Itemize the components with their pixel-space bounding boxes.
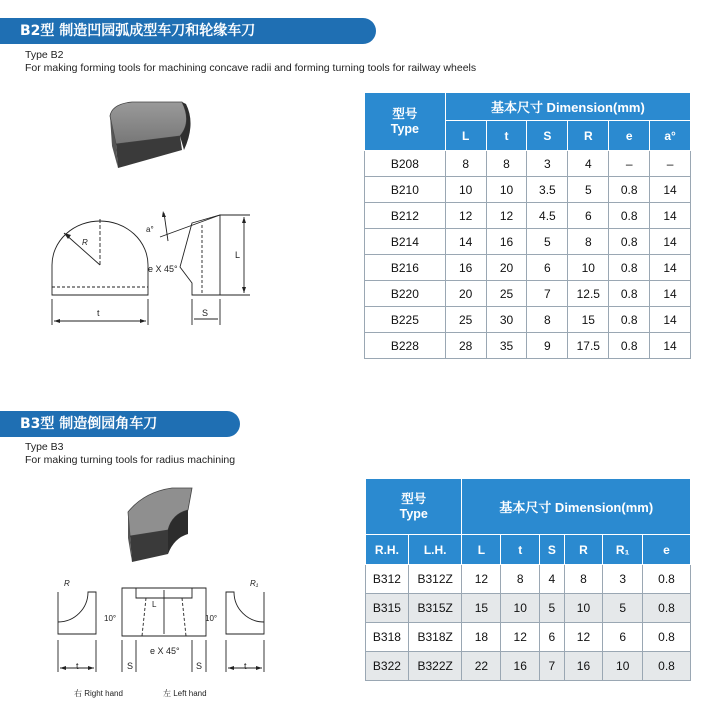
table-cell: 14 [650,229,691,255]
table-row [366,594,691,623]
table-cell: 6 [568,203,609,229]
table-row [365,307,691,333]
table-cell: 12 [462,565,501,594]
b3-banner: B3型 制造倒园角车刀 [8,411,240,437]
table-cell: 0.8 [609,333,650,359]
table-cell: 0.8 [609,203,650,229]
table-cell: 12 [486,203,527,229]
b2-col-header: e [609,121,650,151]
table-cell: – [650,151,691,177]
table-cell: 12 [501,623,540,652]
table-row [365,203,691,229]
b2-table-body [365,151,691,359]
table-cell: 7 [540,652,564,681]
table-row [365,151,691,177]
table-cell: 6 [603,623,643,652]
b2-col-header: a° [650,121,691,151]
b3-angle-left: 10° [104,614,117,623]
b2-s-label: S [202,308,209,318]
table-cell: 4 [568,151,609,177]
table-cell: 6 [527,255,568,281]
table-cell: B318Z [408,623,462,652]
b3-e-label: e X 45° [150,646,180,656]
table-cell: 0.8 [643,594,691,623]
b3-col-header: R [564,535,603,565]
table-cell: 0.8 [609,177,650,203]
table-row [366,565,691,594]
table-cell: 9 [527,333,568,359]
table-cell: 14 [650,177,691,203]
table-cell: 4.5 [527,203,568,229]
table-cell: 0.8 [609,229,650,255]
table-cell: 28 [445,333,486,359]
table-cell: 35 [486,333,527,359]
b2-a-label: a° [146,225,154,234]
table-cell: B212 [365,203,446,229]
table-cell: 3 [603,565,643,594]
b3-r-label-left: R [64,579,70,588]
table-cell: 0.8 [643,623,691,652]
table-cell: 16 [564,652,603,681]
b3-description: For making turning tools for radius machining [25,454,236,466]
table-row [365,255,691,281]
table-cell: B220 [365,281,446,307]
table-cell: 30 [486,307,527,333]
table-cell: 25 [445,307,486,333]
b3-col-header: R₁ [603,535,643,565]
b3-t-label-left: t [76,661,79,671]
table-cell: B216 [365,255,446,281]
table-cell: 14 [650,307,691,333]
b3-type-line: Type B3 [25,441,64,453]
table-cell: 0.8 [609,281,650,307]
table-cell: 8 [501,565,540,594]
table-cell: B225 [365,307,446,333]
table-cell: 10 [603,652,643,681]
table-cell: 17.5 [568,333,609,359]
table-cell: B322Z [408,652,462,681]
table-cell: 0.8 [609,307,650,333]
b3-s-label-right: S [196,661,203,671]
b3-l-label: L [152,600,157,609]
b2-type-line: Type B2 [25,49,64,61]
table-cell: 8 [486,151,527,177]
table-row [366,623,691,652]
table-cell: 14 [445,229,486,255]
table-cell: 0.8 [609,255,650,281]
b2-col-header: R [568,121,609,151]
table-cell: 5 [527,229,568,255]
b3-r1-label-right: R₁ [250,579,259,588]
table-cell: 20 [445,281,486,307]
table-cell: 10 [501,594,540,623]
b3-angle-right: 10° [205,614,218,623]
b3-col-header: e [643,535,691,565]
table-cell: 6 [540,623,564,652]
table-row [365,281,691,307]
b3-right-hand-label: 右 Right hand [74,689,123,698]
b3-dimension-header: 基本尺寸 Dimension(mm) [462,479,691,535]
table-cell: 8 [568,229,609,255]
table-cell: 14 [650,333,691,359]
b3-col-header: L.H. [408,535,462,565]
table-row [365,177,691,203]
b3-left-hand-label: 左 Left hand [163,689,207,698]
table-cell: 3.5 [527,177,568,203]
b3-t-label-right: t [244,661,247,671]
table-cell: 14 [650,255,691,281]
table-cell: 5 [540,594,564,623]
b2-banner: B2型 制造凹园弧成型车刀和轮缘车刀 [8,18,376,44]
table-cell: 0.8 [643,652,691,681]
table-cell: 18 [462,623,501,652]
table-cell: 5 [603,594,643,623]
table-cell: B312 [366,565,409,594]
table-cell: 16 [445,255,486,281]
table-cell: B322 [366,652,409,681]
b3-col-header: S [540,535,564,565]
table-cell: 10 [568,255,609,281]
b2-type-header: 型号 Type [365,93,446,151]
table-cell: – [609,151,650,177]
b3-insert-render [120,484,210,568]
table-cell: 8 [527,307,568,333]
table-row [365,229,691,255]
table-cell: 10 [445,177,486,203]
table-cell: 16 [501,652,540,681]
table-cell: 10 [486,177,527,203]
table-cell: 10 [564,594,603,623]
table-cell: 15 [462,594,501,623]
table-cell: 4 [540,565,564,594]
table-cell: 3 [527,151,568,177]
b2-e-label: e X 45° [148,264,178,274]
table-cell: B312Z [408,565,462,594]
b3-col-header: R.H. [366,535,409,565]
table-cell: 22 [462,652,501,681]
b2-t-label: t [97,308,100,318]
b2-dimension-table [364,92,691,359]
b2-description: For making forming tools for machining concave radii and forming turning tools for railway wheels [25,62,477,74]
table-cell: 0.8 [643,565,691,594]
table-row [365,333,691,359]
table-cell: 5 [568,177,609,203]
table-cell: B228 [365,333,446,359]
table-cell: 8 [564,565,603,594]
table-cell: B318 [366,623,409,652]
b2-l-label: L [235,250,241,260]
table-cell: 12 [445,203,486,229]
b3-technical-drawing [46,576,276,686]
table-cell: 8 [445,151,486,177]
b3-s-label-left: S [127,661,134,671]
b2-col-header: t [486,121,527,151]
table-cell: B208 [365,151,446,177]
b3-dimension-table [365,478,691,681]
table-cell: 20 [486,255,527,281]
table-row [366,652,691,681]
table-cell: B214 [365,229,446,255]
b3-type-header: 型号 Type [366,479,462,535]
table-cell: B315 [366,594,409,623]
table-cell: B315Z [408,594,462,623]
table-cell: 16 [486,229,527,255]
b3-col-header: L [462,535,501,565]
table-cell: 12 [564,623,603,652]
table-cell: 25 [486,281,527,307]
b3-col-header: t [501,535,540,565]
table-cell: B210 [365,177,446,203]
b2-col-header: S [527,121,568,151]
b2-insert-render [100,96,200,176]
table-cell: 12.5 [568,281,609,307]
table-cell: 7 [527,281,568,307]
b2-r-label: R [82,238,88,247]
b2-dimension-header: 基本尺寸 Dimension(mm) [445,93,690,121]
b3-table-body [366,535,691,681]
table-cell: 14 [650,203,691,229]
b2-col-header: L [445,121,486,151]
table-cell: 14 [650,281,691,307]
table-cell: 15 [568,307,609,333]
